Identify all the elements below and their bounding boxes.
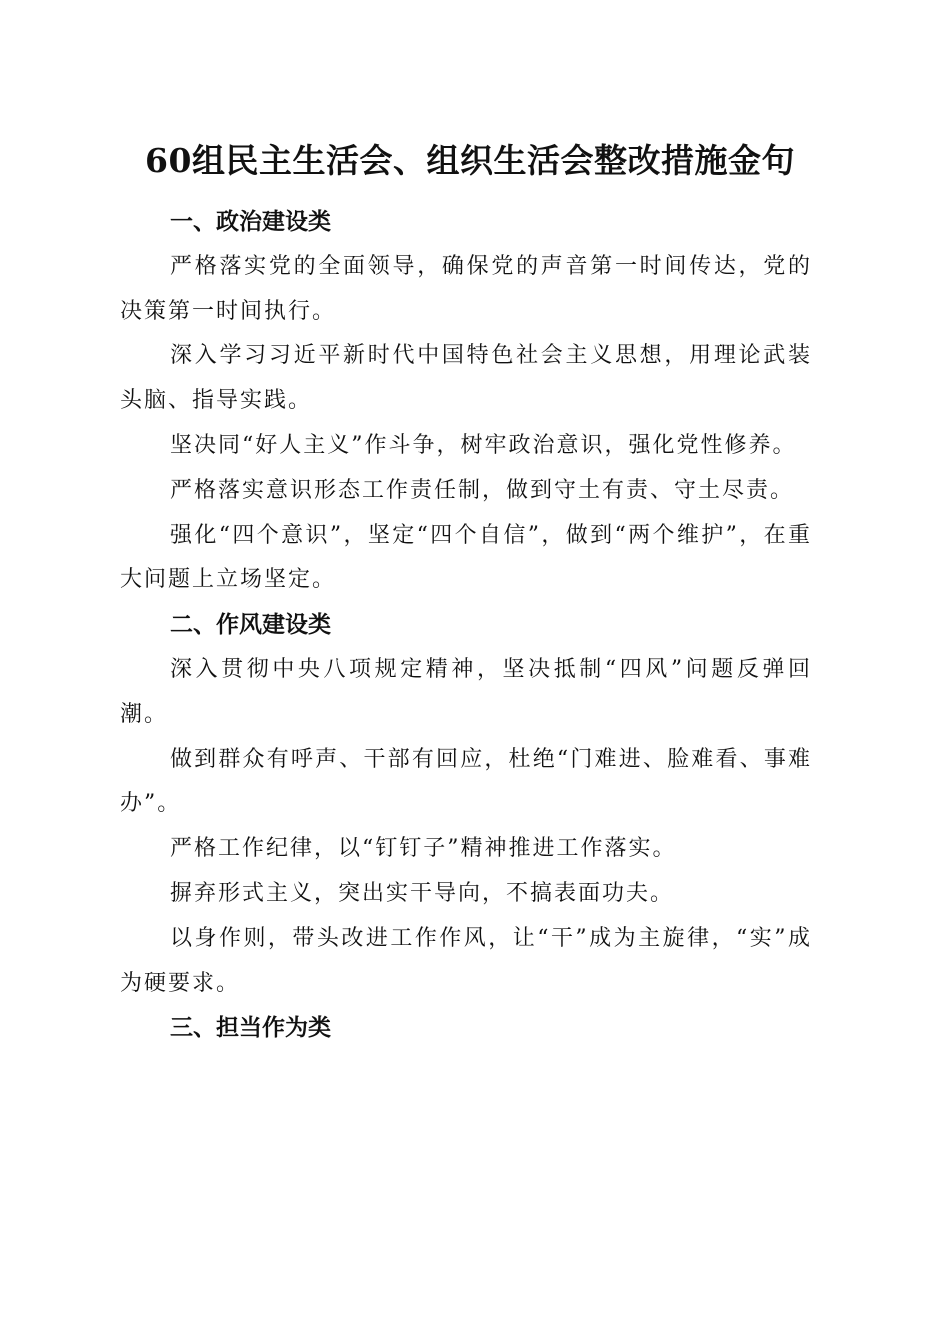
- document-body: [120, 200, 812, 1051]
- paragraph: 做到群众有呼声、干部有回应，杜绝“门难进、脸难看、事难办”。: [120, 746, 812, 817]
- paragraph: 强化“四个意识”，坚定“四个自信”，做到“两个维护”，在重大问题上立场坚定。: [120, 522, 812, 593]
- paragraph: 深入学习习近平新时代中国特色社会主义思想，用理论武装头脑、指导实践。: [120, 343, 812, 414]
- paragraph: 严格落实意识形态工作责任制，做到守土有责、守土尽责。: [170, 477, 795, 503]
- paragraph: 坚决同“好人主义”作斗争，树牢政治意识，强化党性修养。: [170, 432, 797, 458]
- document-title: 60组民主生活会、组织生活会整改措施金句: [145, 141, 795, 180]
- paragraph: 摒弃形式主义，突出实干导向，不搞表面功夫。: [170, 880, 675, 906]
- paragraph: 以身作则，带头改进工作作风，让“干”成为主旋律，“实”成为硬要求。: [120, 925, 812, 996]
- section-heading-work-style: 二、作风建设类: [170, 612, 331, 639]
- section-heading-responsibility: 三、担当作为类: [170, 1015, 331, 1042]
- paragraph: 深入贯彻中央八项规定精神，坚决抵制“四风”问题反弹回潮。: [120, 656, 812, 727]
- paragraph: 严格落实党的全面领导，确保党的声音第一时间传达，党的决策第一时间执行。: [120, 253, 812, 324]
- section-heading-political: 一、政治建设类: [170, 209, 331, 235]
- paragraph: 严格工作纪律，以“钉钉子”精神推进工作落实。: [170, 836, 677, 862]
